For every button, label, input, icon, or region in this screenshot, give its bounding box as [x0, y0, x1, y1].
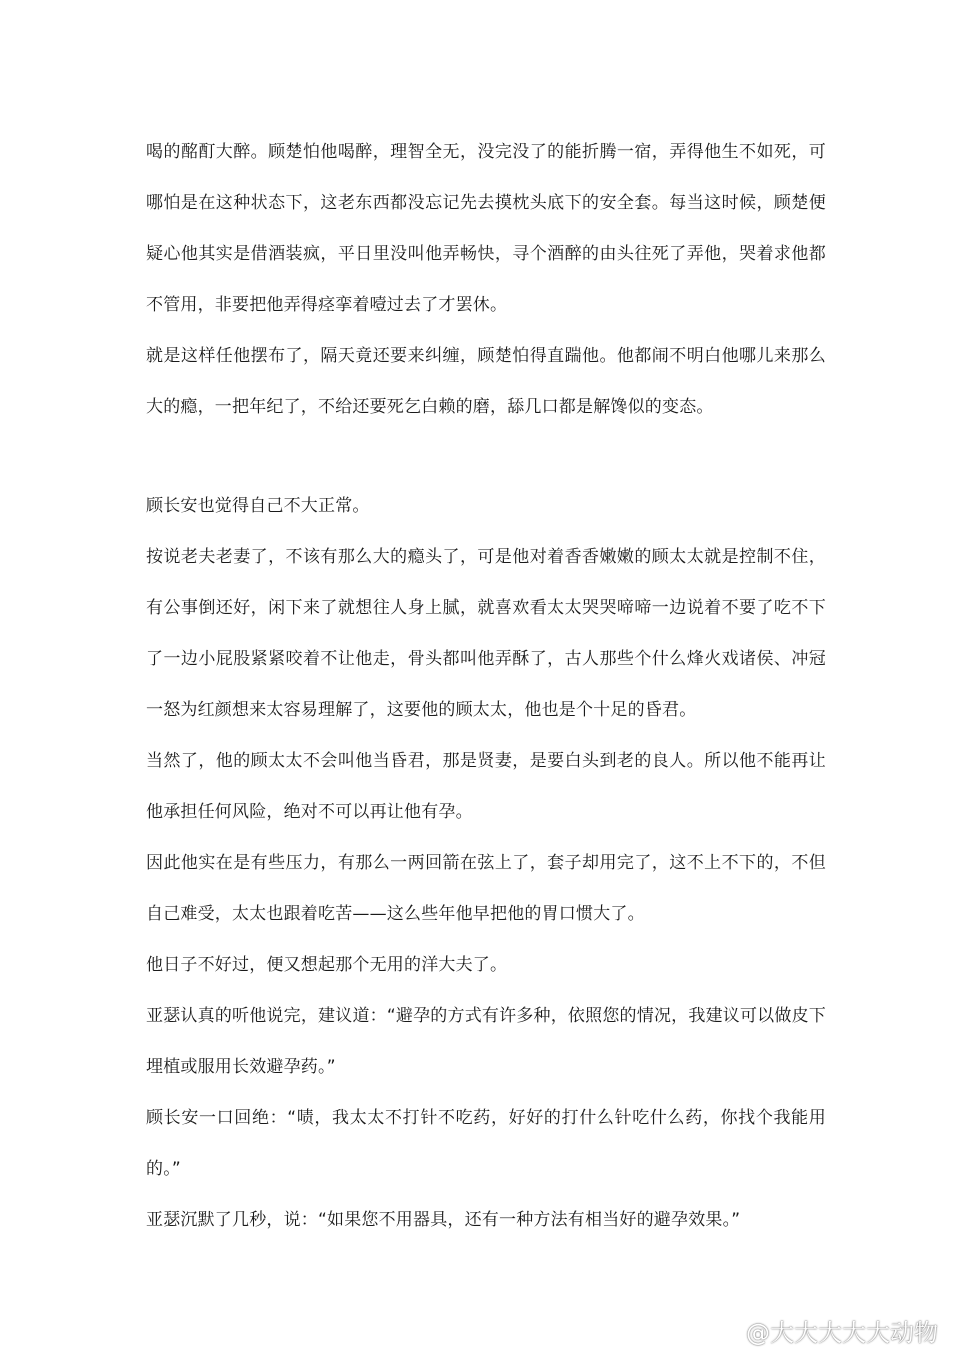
- weibo-icon: [706, 1316, 740, 1344]
- paragraph: 亚瑟沉默了几秒，说：“如果您不用器具，还有一种方法有相当好的避孕效果。”: [146, 1210, 741, 1230]
- paragraph: 喝的酩酊大醉。顾楚怕他喝醉，理智全无，没完没了的能折腾一宿，弄得他生不如死，可哪怕是在这种状态下，这老东西都没忘记先去摸枕头底下的安全套。每当这时候，顾楚便疑心他其实是借酒装疯，平日里没叫他弄畅快，寻个酒醉的由头往死了弄他，哭着求他都不管用，非要把他弄得痉挛着噎过去了才罢休。: [146, 142, 826, 315]
- article-body: [146, 127, 826, 1246]
- weibo-watermark: [706, 1312, 938, 1348]
- watermark-handle: @大大大大大动物: [746, 1318, 938, 1347]
- paragraph: 按说老夫老妻了，不该有那么大的瘾头了，可是他对着香香嫩嫩的顾太太就是控制不住，有公事倒还好，闲下来了就想往人身上腻，就喜欢看太太哭哭啼啼一边说着不要了吃不下了一边小屁股紧紧咬着不让他走，骨头都叫他弄酥了，古人那些个什么烽火戏诸侯、冲冠一怒为红颜想来太容易理解了，这要他的顾太太，他也是个十足的昏君。: [146, 547, 826, 720]
- paragraph: 顾长安一口回绝：“啧，我太太不打针不吃药，好好的打什么针吃什么药，你找个我能用的。”: [146, 1108, 826, 1179]
- paragraph: 当然了，他的顾太太不会叫他当昏君，那是贤妻，是要白头到老的良人。所以他不能再让他承担任何风险，绝对不可以再让他有孕。: [146, 751, 826, 822]
- paragraph: 他日子不好过，便又想起那个无用的洋大夫了。: [146, 955, 508, 975]
- paragraph: 亚瑟认真的听他说完，建议道：“避孕的方式有许多种，依照您的情况，我建议可以做皮下埋植或服用长效避孕药。”: [146, 1006, 826, 1077]
- paragraph-gap: [146, 433, 826, 481]
- paragraph: 顾长安也觉得自己不大正常。: [146, 496, 370, 516]
- paragraph: 因此他实在是有些压力，有那么一两回箭在弦上了，套子却用完了，这不上不下的，不但自己难受，太太也跟着吃苦——这么些年他早把他的胃口惯大了。: [146, 853, 826, 924]
- paragraph: 就是这样任他摆布了，隔天竟还要来纠缠，顾楚怕得直踹他。他都闹不明白他哪儿来那么大的瘾，一把年纪了，不给还要死乞白赖的磨，舔几口都是解馋似的变态。: [146, 346, 826, 417]
